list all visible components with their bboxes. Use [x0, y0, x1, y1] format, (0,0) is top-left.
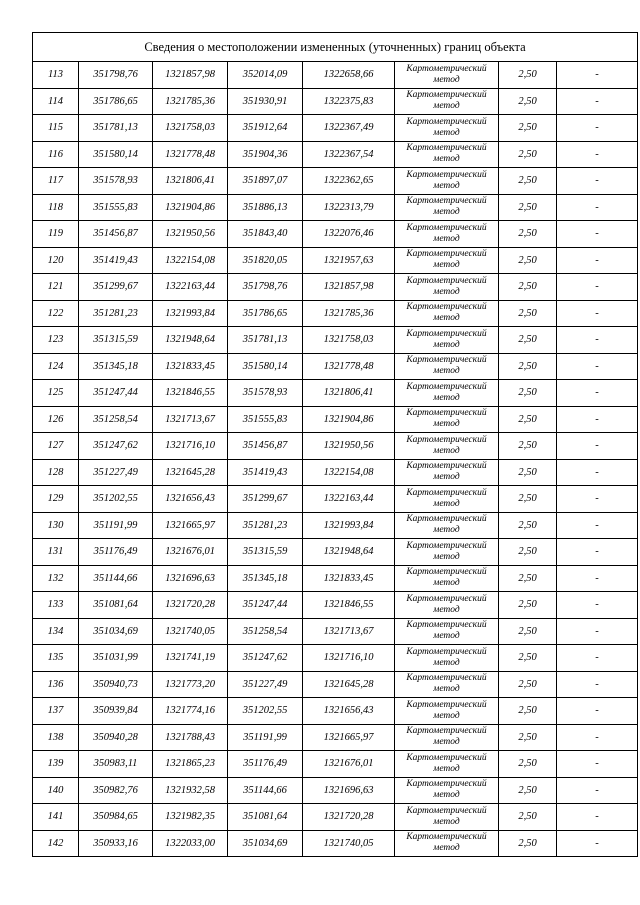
method-cell: Картометрический метод [395, 804, 499, 831]
x-old-cell: 351191,99 [79, 512, 153, 539]
y-new-cell: 1321713,67 [303, 618, 395, 645]
y-old-cell: 1321645,28 [153, 459, 228, 486]
accuracy-cell: 2,50 [499, 380, 557, 407]
method-cell: Картометрический метод [395, 194, 499, 221]
y-new-cell: 1321676,01 [303, 751, 395, 778]
accuracy-cell: 2,50 [499, 777, 557, 804]
note-cell: - [557, 486, 638, 513]
y-old-cell: 1322033,00 [153, 830, 228, 857]
note-cell: - [557, 592, 638, 619]
table-title: Сведения о местоположении измененных (уточненных) границ объекта [33, 33, 638, 62]
table-row [33, 247, 638, 274]
note-cell: - [557, 300, 638, 327]
table-row [33, 433, 638, 460]
method-cell: Картометрический метод [395, 671, 499, 698]
y-new-cell: 1321846,55 [303, 592, 395, 619]
y-new-cell: 1321740,05 [303, 830, 395, 857]
table-row [33, 88, 638, 115]
y-old-cell: 1321948,64 [153, 327, 228, 354]
y-old-cell: 1321982,35 [153, 804, 228, 831]
y-old-cell: 1321857,98 [153, 62, 228, 89]
method-cell: Картометрический метод [395, 777, 499, 804]
y-new-cell: 1322154,08 [303, 459, 395, 486]
table-row [33, 353, 638, 380]
x-old-cell: 351299,67 [79, 274, 153, 301]
x-new-cell: 351820,05 [228, 247, 303, 274]
method-cell: Картометрический метод [395, 698, 499, 725]
point-number-cell: 121 [33, 274, 79, 301]
point-number-cell: 141 [33, 804, 79, 831]
accuracy-cell: 2,50 [499, 512, 557, 539]
method-cell: Картометрический метод [395, 62, 499, 89]
y-new-cell: 1321904,86 [303, 406, 395, 433]
point-number-cell: 122 [33, 300, 79, 327]
y-old-cell: 1321676,01 [153, 539, 228, 566]
accuracy-cell: 2,50 [499, 168, 557, 195]
y-new-cell: 1321857,98 [303, 274, 395, 301]
y-old-cell: 1321656,43 [153, 486, 228, 513]
x-new-cell: 351798,76 [228, 274, 303, 301]
note-cell: - [557, 804, 638, 831]
method-cell: Картометрический метод [395, 486, 499, 513]
y-new-cell: 1321656,43 [303, 698, 395, 725]
table-row [33, 115, 638, 142]
x-old-cell: 351247,44 [79, 380, 153, 407]
y-new-cell: 1321948,64 [303, 539, 395, 566]
accuracy-cell: 2,50 [499, 327, 557, 354]
point-number-cell: 137 [33, 698, 79, 725]
method-cell: Картометрический метод [395, 247, 499, 274]
x-old-cell: 351345,18 [79, 353, 153, 380]
note-cell: - [557, 353, 638, 380]
point-number-cell: 116 [33, 141, 79, 168]
x-old-cell: 351258,54 [79, 406, 153, 433]
point-number-cell: 132 [33, 565, 79, 592]
x-new-cell: 351555,83 [228, 406, 303, 433]
y-old-cell: 1321788,43 [153, 724, 228, 751]
y-new-cell: 1322313,79 [303, 194, 395, 221]
x-old-cell: 351202,55 [79, 486, 153, 513]
x-old-cell: 351227,49 [79, 459, 153, 486]
method-cell: Картометрический метод [395, 565, 499, 592]
method-cell: Картометрический метод [395, 512, 499, 539]
y-new-cell: 1321785,36 [303, 300, 395, 327]
y-old-cell: 1321833,45 [153, 353, 228, 380]
table-row [33, 406, 638, 433]
x-new-cell: 351202,55 [228, 698, 303, 725]
y-old-cell: 1321932,58 [153, 777, 228, 804]
x-new-cell: 351345,18 [228, 565, 303, 592]
table-row [33, 194, 638, 221]
x-old-cell: 351580,14 [79, 141, 153, 168]
x-old-cell: 351315,59 [79, 327, 153, 354]
method-cell: Картометрический метод [395, 300, 499, 327]
method-cell: Картометрический метод [395, 141, 499, 168]
y-new-cell: 1321665,97 [303, 724, 395, 751]
x-new-cell: 351930,91 [228, 88, 303, 115]
note-cell: - [557, 62, 638, 89]
x-new-cell: 351176,49 [228, 751, 303, 778]
method-cell: Картометрический метод [395, 380, 499, 407]
table-title-row [33, 33, 638, 62]
accuracy-cell: 2,50 [499, 486, 557, 513]
x-old-cell: 351456,87 [79, 221, 153, 248]
table-row [33, 724, 638, 751]
y-new-cell: 1321778,48 [303, 353, 395, 380]
x-new-cell: 351578,93 [228, 380, 303, 407]
x-old-cell: 351281,23 [79, 300, 153, 327]
accuracy-cell: 2,50 [499, 433, 557, 460]
method-cell: Картометрический метод [395, 459, 499, 486]
accuracy-cell: 2,50 [499, 221, 557, 248]
y-new-cell: 1322367,54 [303, 141, 395, 168]
note-cell: - [557, 141, 638, 168]
x-old-cell: 350984,65 [79, 804, 153, 831]
x-new-cell: 351081,64 [228, 804, 303, 831]
note-cell: - [557, 380, 638, 407]
point-number-cell: 135 [33, 645, 79, 672]
y-new-cell: 1321806,41 [303, 380, 395, 407]
method-cell: Картометрический метод [395, 433, 499, 460]
table-row [33, 645, 638, 672]
note-cell: - [557, 327, 638, 354]
accuracy-cell: 2,50 [499, 88, 557, 115]
x-old-cell: 351247,62 [79, 433, 153, 460]
y-old-cell: 1321993,84 [153, 300, 228, 327]
accuracy-cell: 2,50 [499, 592, 557, 619]
table-row [33, 618, 638, 645]
y-old-cell: 1321785,36 [153, 88, 228, 115]
point-number-cell: 124 [33, 353, 79, 380]
y-new-cell: 1322375,83 [303, 88, 395, 115]
x-new-cell: 351786,65 [228, 300, 303, 327]
table-row [33, 512, 638, 539]
y-new-cell: 1321993,84 [303, 512, 395, 539]
point-number-cell: 131 [33, 539, 79, 566]
point-number-cell: 126 [33, 406, 79, 433]
table-row [33, 274, 638, 301]
point-number-cell: 136 [33, 671, 79, 698]
boundary-table [32, 32, 638, 857]
x-old-cell: 351034,69 [79, 618, 153, 645]
point-number-cell: 114 [33, 88, 79, 115]
y-new-cell: 1321720,28 [303, 804, 395, 831]
accuracy-cell: 2,50 [499, 62, 557, 89]
table-row [33, 168, 638, 195]
table-row [33, 327, 638, 354]
accuracy-cell: 2,50 [499, 247, 557, 274]
note-cell: - [557, 406, 638, 433]
y-old-cell: 1321865,23 [153, 751, 228, 778]
method-cell: Картометрический метод [395, 406, 499, 433]
table-row [33, 539, 638, 566]
note-cell: - [557, 751, 638, 778]
table-row [33, 592, 638, 619]
accuracy-cell: 2,50 [499, 141, 557, 168]
x-old-cell: 351786,65 [79, 88, 153, 115]
method-cell: Картометрический метод [395, 327, 499, 354]
method-cell: Картометрический метод [395, 539, 499, 566]
y-new-cell: 1322076,46 [303, 221, 395, 248]
x-new-cell: 351315,59 [228, 539, 303, 566]
x-old-cell: 350939,84 [79, 698, 153, 725]
method-cell: Картометрический метод [395, 115, 499, 142]
x-old-cell: 351798,76 [79, 62, 153, 89]
accuracy-cell: 2,50 [499, 539, 557, 566]
y-old-cell: 1321778,48 [153, 141, 228, 168]
accuracy-cell: 2,50 [499, 751, 557, 778]
y-old-cell: 1322154,08 [153, 247, 228, 274]
y-old-cell: 1321665,97 [153, 512, 228, 539]
x-old-cell: 351144,66 [79, 565, 153, 592]
point-number-cell: 117 [33, 168, 79, 195]
accuracy-cell: 2,50 [499, 830, 557, 857]
accuracy-cell: 2,50 [499, 194, 557, 221]
point-number-cell: 140 [33, 777, 79, 804]
accuracy-cell: 2,50 [499, 353, 557, 380]
y-old-cell: 1321758,03 [153, 115, 228, 142]
y-new-cell: 1321950,56 [303, 433, 395, 460]
x-old-cell: 351419,43 [79, 247, 153, 274]
y-old-cell: 1321740,05 [153, 618, 228, 645]
x-new-cell: 351144,66 [228, 777, 303, 804]
y-new-cell: 1321716,10 [303, 645, 395, 672]
table-row [33, 671, 638, 698]
table-row [33, 565, 638, 592]
method-cell: Картометрический метод [395, 221, 499, 248]
accuracy-cell: 2,50 [499, 698, 557, 725]
y-new-cell: 1322658,66 [303, 62, 395, 89]
x-old-cell: 351578,93 [79, 168, 153, 195]
y-old-cell: 1321720,28 [153, 592, 228, 619]
accuracy-cell: 2,50 [499, 406, 557, 433]
method-cell: Картометрический метод [395, 830, 499, 857]
x-new-cell: 351258,54 [228, 618, 303, 645]
note-cell: - [557, 645, 638, 672]
accuracy-cell: 2,50 [499, 671, 557, 698]
x-new-cell: 351843,40 [228, 221, 303, 248]
point-number-cell: 119 [33, 221, 79, 248]
x-old-cell: 350983,11 [79, 751, 153, 778]
note-cell: - [557, 671, 638, 698]
x-new-cell: 351781,13 [228, 327, 303, 354]
y-new-cell: 1322367,49 [303, 115, 395, 142]
y-new-cell: 1321957,63 [303, 247, 395, 274]
point-number-cell: 139 [33, 751, 79, 778]
point-number-cell: 128 [33, 459, 79, 486]
x-old-cell: 350940,73 [79, 671, 153, 698]
table-row [33, 221, 638, 248]
x-new-cell: 351191,99 [228, 724, 303, 751]
point-number-cell: 115 [33, 115, 79, 142]
table-row [33, 486, 638, 513]
accuracy-cell: 2,50 [499, 804, 557, 831]
x-new-cell: 351912,64 [228, 115, 303, 142]
accuracy-cell: 2,50 [499, 115, 557, 142]
note-cell: - [557, 618, 638, 645]
point-number-cell: 120 [33, 247, 79, 274]
note-cell: - [557, 88, 638, 115]
x-new-cell: 351580,14 [228, 353, 303, 380]
y-old-cell: 1321806,41 [153, 168, 228, 195]
note-cell: - [557, 168, 638, 195]
table-row [33, 698, 638, 725]
x-new-cell: 351281,23 [228, 512, 303, 539]
point-number-cell: 113 [33, 62, 79, 89]
method-cell: Картометрический метод [395, 618, 499, 645]
table-row [33, 751, 638, 778]
note-cell: - [557, 724, 638, 751]
method-cell: Картометрический метод [395, 645, 499, 672]
table-row [33, 804, 638, 831]
x-new-cell: 351247,44 [228, 592, 303, 619]
table-row [33, 380, 638, 407]
point-number-cell: 130 [33, 512, 79, 539]
accuracy-cell: 2,50 [499, 300, 557, 327]
x-new-cell: 351419,43 [228, 459, 303, 486]
x-new-cell: 351886,13 [228, 194, 303, 221]
table-row [33, 777, 638, 804]
y-old-cell: 1321696,63 [153, 565, 228, 592]
x-new-cell: 351247,62 [228, 645, 303, 672]
note-cell: - [557, 830, 638, 857]
method-cell: Картометрический метод [395, 592, 499, 619]
accuracy-cell: 2,50 [499, 645, 557, 672]
y-new-cell: 1321696,63 [303, 777, 395, 804]
table-body [33, 62, 638, 857]
method-cell: Картометрический метод [395, 353, 499, 380]
y-old-cell: 1321846,55 [153, 380, 228, 407]
point-number-cell: 118 [33, 194, 79, 221]
point-number-cell: 142 [33, 830, 79, 857]
y-old-cell: 1321904,86 [153, 194, 228, 221]
x-old-cell: 351031,99 [79, 645, 153, 672]
accuracy-cell: 2,50 [499, 274, 557, 301]
y-new-cell: 1321758,03 [303, 327, 395, 354]
y-old-cell: 1321774,16 [153, 698, 228, 725]
accuracy-cell: 2,50 [499, 459, 557, 486]
x-old-cell: 351555,83 [79, 194, 153, 221]
point-number-cell: 133 [33, 592, 79, 619]
note-cell: - [557, 247, 638, 274]
y-new-cell: 1322362,65 [303, 168, 395, 195]
point-number-cell: 129 [33, 486, 79, 513]
accuracy-cell: 2,50 [499, 618, 557, 645]
y-old-cell: 1321773,20 [153, 671, 228, 698]
point-number-cell: 123 [33, 327, 79, 354]
note-cell: - [557, 512, 638, 539]
method-cell: Картометрический метод [395, 724, 499, 751]
note-cell: - [557, 274, 638, 301]
x-new-cell: 351299,67 [228, 486, 303, 513]
accuracy-cell: 2,50 [499, 724, 557, 751]
x-new-cell: 352014,09 [228, 62, 303, 89]
y-old-cell: 1322163,44 [153, 274, 228, 301]
y-new-cell: 1321645,28 [303, 671, 395, 698]
note-cell: - [557, 459, 638, 486]
note-cell: - [557, 433, 638, 460]
method-cell: Картометрический метод [395, 168, 499, 195]
x-new-cell: 351227,49 [228, 671, 303, 698]
y-new-cell: 1321833,45 [303, 565, 395, 592]
note-cell: - [557, 194, 638, 221]
x-old-cell: 351176,49 [79, 539, 153, 566]
x-new-cell: 351904,36 [228, 141, 303, 168]
point-number-cell: 125 [33, 380, 79, 407]
method-cell: Картометрический метод [395, 274, 499, 301]
table-row [33, 459, 638, 486]
table-row [33, 62, 638, 89]
note-cell: - [557, 565, 638, 592]
x-old-cell: 351081,64 [79, 592, 153, 619]
y-old-cell: 1321713,67 [153, 406, 228, 433]
point-number-cell: 138 [33, 724, 79, 751]
point-number-cell: 127 [33, 433, 79, 460]
table-row [33, 141, 638, 168]
x-old-cell: 350982,76 [79, 777, 153, 804]
point-number-cell: 134 [33, 618, 79, 645]
document-page [32, 32, 607, 857]
table-row [33, 830, 638, 857]
y-old-cell: 1321716,10 [153, 433, 228, 460]
note-cell: - [557, 115, 638, 142]
note-cell: - [557, 777, 638, 804]
note-cell: - [557, 221, 638, 248]
accuracy-cell: 2,50 [499, 565, 557, 592]
note-cell: - [557, 698, 638, 725]
y-new-cell: 1322163,44 [303, 486, 395, 513]
y-old-cell: 1321950,56 [153, 221, 228, 248]
x-old-cell: 350940,28 [79, 724, 153, 751]
x-new-cell: 351897,07 [228, 168, 303, 195]
method-cell: Картометрический метод [395, 751, 499, 778]
x-new-cell: 351456,87 [228, 433, 303, 460]
note-cell: - [557, 539, 638, 566]
y-old-cell: 1321741,19 [153, 645, 228, 672]
x-old-cell: 350933,16 [79, 830, 153, 857]
x-old-cell: 351781,13 [79, 115, 153, 142]
method-cell: Картометрический метод [395, 88, 499, 115]
x-new-cell: 351034,69 [228, 830, 303, 857]
table-row [33, 300, 638, 327]
